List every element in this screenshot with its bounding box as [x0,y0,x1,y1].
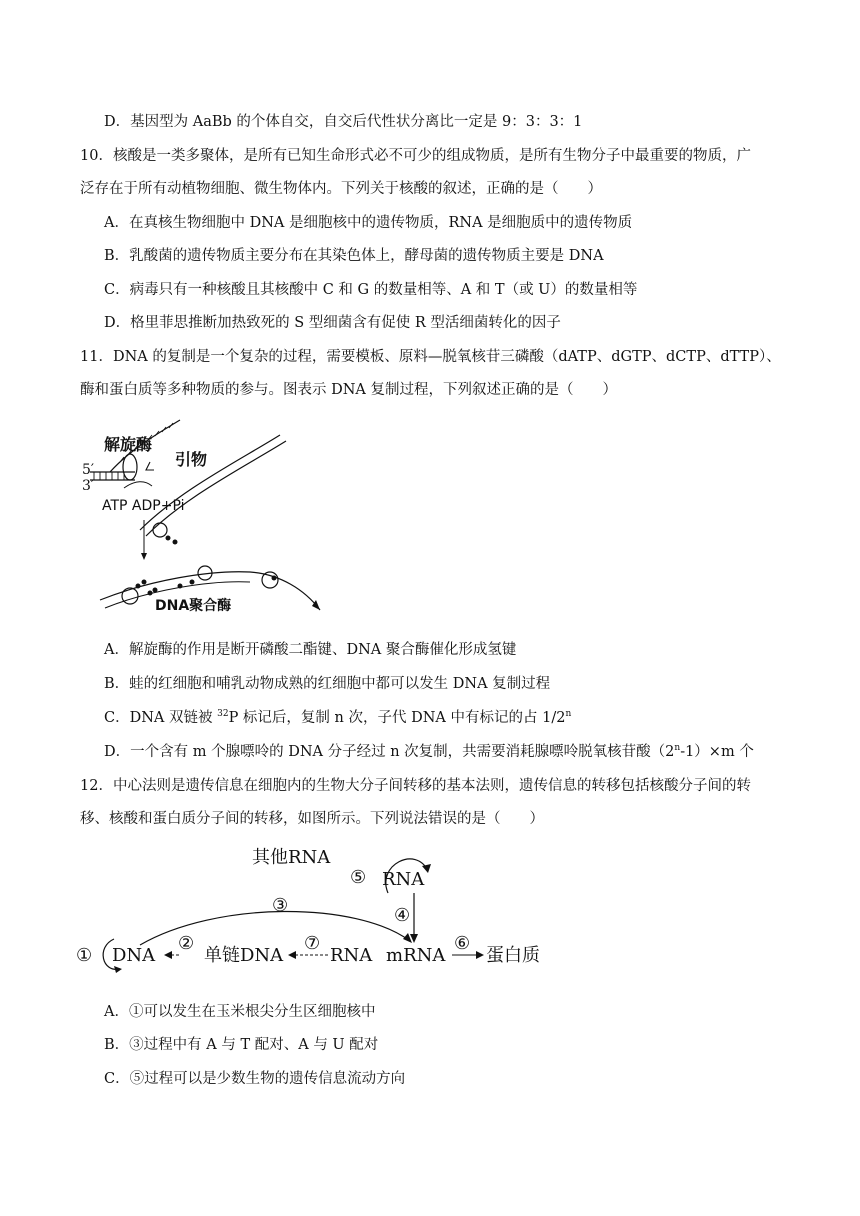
label-rna-mid: RNA [330,945,373,966]
label-n1: ① [76,945,93,966]
q11-option-a: A．解旋酶的作用是断开磷酸二酯键、DNA 聚合酶催化形成氢键 [104,642,517,658]
label-3prime: 3′ [82,478,95,494]
q9-option-d: D．基因型为 AaBb 的个体自交，自交后代性状分离比一定是 9：3：3：1 [104,114,583,130]
q11-option-d-pre: D．一个含有 m 个腺嘌呤的 DNA 分子经过 n 次复制，共需要消耗腺嘌呤脱氧核苷酸（2 [104,744,675,760]
label-atp: ATP ADP+Pi [102,498,185,514]
label-primer: 引物 [175,450,208,469]
polymerase-left [122,588,138,604]
label-other-rna: 其他RNA [252,847,331,868]
label-ssdna: 单链DNA [204,945,284,966]
label-dna: DNA [112,945,156,966]
primer-mark [146,462,154,470]
label-n2: ② [178,933,195,954]
q10-option-b: B．乳酸菌的遗传物质主要分布在其染色体上，酵母菌的遗传物质主要是 DNA [104,248,604,264]
q11-option-d [104,742,754,762]
q12-option-c: C．⑤过程可以是少数生物的遗传信息流动方向 [104,1071,406,1087]
label-5prime: 5′ [82,462,95,478]
leading-strand-b [146,441,286,536]
q11-stem-line2: 酶和蛋白质等多种物质的参与。图表示 DNA 复制过程，下列叙述正确的是（ ） [80,382,617,398]
q10-stem-line2: 泛存在于所有动植物细胞、微生物体内。下列关于核酸的叙述，正确的是（ ） [80,181,602,197]
q12-option-a: A．①可以发生在玉米根尖分生区细胞核中 [104,1004,376,1020]
label-polymerase: DNA聚合酶 [155,598,232,614]
label-n7: ⑦ [304,933,321,954]
label-n4: ④ [394,905,411,926]
helicase-ring [123,454,137,480]
q12-stem-line1: 12．中心法则是遗传信息在细胞内的生物大分子间转移的基本法则，遗传信息的转移包括核酸分子间的转 [80,778,751,794]
label-mrna: mRNA [386,945,446,966]
q11-option-c-pre: C．DNA 双链被 [104,710,218,726]
q11-option-c-sup: 32 [217,709,229,720]
q11-stem-line1: 11．DNA 的复制是一个复杂的过程，需要模板、原料—脱氧核苷三磷酸（dATP、dGTP、dCTP、dTTP）、 [80,349,781,365]
dna-replication-figure [80,410,340,620]
label-helicase: 解旋酶 [104,435,153,454]
label-n3: ③ [272,895,289,916]
q10-stem-line1: 10．核酸是一类多聚体，是所有已知生命形式必不可少的组成物质，是所有生物分子中最重要的物质，广 [80,148,751,164]
polymerase-right [262,572,278,588]
q10-option-a: A．在真核生物细胞中 DNA 是细胞核中的遗传物质，RNA 是细胞质中的遗传物质 [104,215,633,231]
label-n5: ⑤ [350,867,367,888]
q11-option-b: B．蛙的红细胞和哺乳动物成熟的红细胞中都可以发生 DNA 复制过程 [104,676,551,692]
q11-option-c-sup2: n [565,709,572,720]
q10-option-d: D．格里菲思推断加热致死的 S 型细菌含有促使 R 型活细菌转化的因子 [104,315,561,331]
q12-option-b: B．③过程中有 A 与 T 配对、A 与 U 配对 [104,1037,379,1053]
q10-option-c: C．病毒只有一种核酸且其核酸中 C 和 G 的数量相等、A 和 T（或 U）的数量相等 [104,282,638,298]
q11-option-c-mid: P 标记后，复制 n 次，子代 DNA 中有标记的占 1/2 [228,710,566,726]
q11-option-d-sup: n [674,743,681,754]
label-protein: 蛋白质 [486,945,540,966]
q11-option-d-post: -1）×m 个 [680,744,754,760]
label-n6: ⑥ [454,933,471,954]
q11-option-c [104,708,571,728]
label-rna-top: RNA [382,869,425,890]
polymerase-top [153,523,167,537]
atp-arrow [124,482,152,488]
q12-stem-line2: 移、核酸和蛋白质分子间的转移，如图所示。下列说法错误的是（ ） [80,811,544,827]
leading-strand-a [140,435,280,530]
central-dogma-figure [76,835,556,975]
